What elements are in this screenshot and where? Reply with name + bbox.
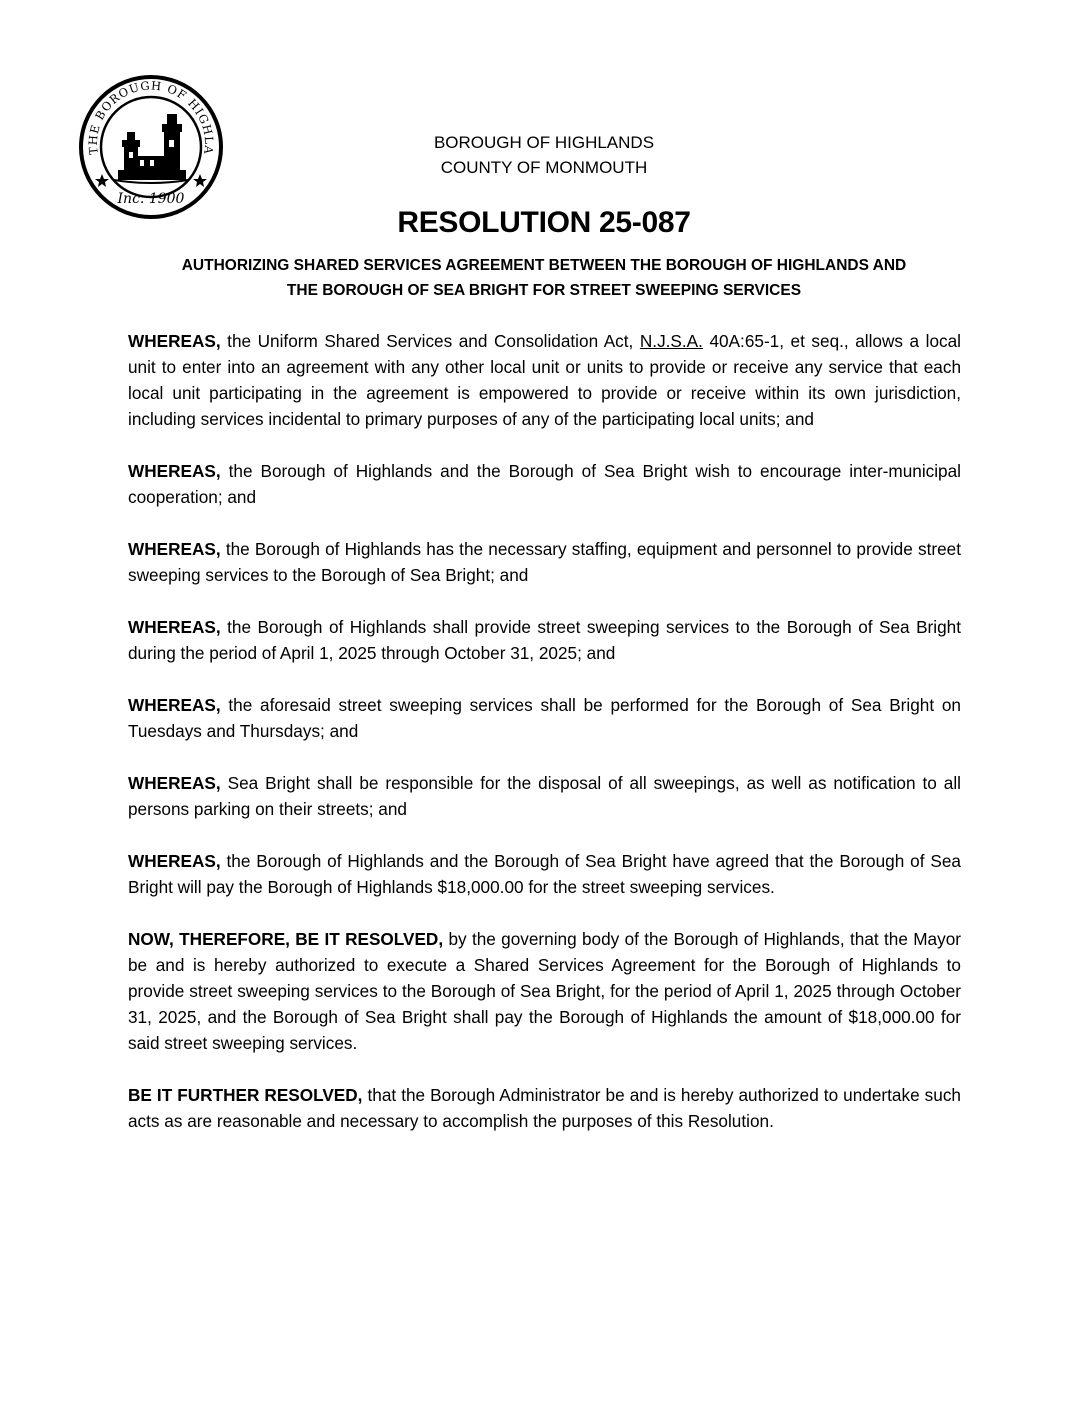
resolution-title: RESOLUTION 25-087 bbox=[397, 206, 691, 239]
resolved-paragraph bbox=[128, 926, 961, 1056]
whereas-paragraph-2 bbox=[128, 458, 961, 510]
whereas-paragraph-1 bbox=[128, 328, 961, 432]
county-name: COUNTY OF MONMOUTH bbox=[440, 158, 648, 177]
whereas-paragraph-3 bbox=[128, 536, 961, 588]
statute-citation: N.J.S.A. bbox=[639, 331, 703, 351]
subtitle-line-2: THE BOROUGH OF SEA BRIGHT FOR STREET SWEEPING SERVICES bbox=[286, 282, 802, 299]
whereas-paragraph-4 bbox=[128, 614, 961, 666]
paragraph-lead: NOW, THEREFORE, BE IT RESOLVED, bbox=[128, 929, 444, 949]
paragraph-text: Sea Bright shall be responsible for the disposal of all sweepings, as well as notification to all persons parking on their streets; and bbox=[128, 773, 961, 819]
whereas-paragraph-7 bbox=[128, 848, 961, 900]
paragraph-text: by the governing body of the Borough of Highlands, that the Mayor be and is hereby authorized to execute a Shared Services Agreement for the Borough of Highlands to provide street sweeping services to the Borough of Sea Bright, for the period of April 1, 2025 through October 31, 2025, and the Borough of Sea Bright shall pay the Borough of Highlands the amount of $18,000.00 for said street sweeping services. bbox=[128, 929, 961, 1053]
paragraph-text: the Borough of Highlands and the Borough of Sea Bright have agreed that the Borough of Sea Bright will pay the Borough of Highlands $18,000.00 for the street sweeping services. bbox=[128, 851, 961, 897]
whereas-paragraph-5 bbox=[128, 692, 961, 744]
paragraph-lead: WHEREAS, bbox=[128, 617, 221, 637]
paragraph-text: the Borough of Highlands and the Borough of Sea Bright wish to encourage inter-municipal cooperation; and bbox=[128, 461, 961, 507]
further-resolved-paragraph bbox=[128, 1082, 961, 1134]
paragraph-lead: WHEREAS, bbox=[128, 539, 221, 559]
municipality-name: BOROUGH OF HIGHLANDS bbox=[433, 133, 655, 152]
paragraph-lead: WHEREAS, bbox=[128, 773, 221, 793]
paragraph-lead: WHEREAS, bbox=[128, 461, 221, 481]
paragraph-lead: WHEREAS, bbox=[128, 851, 221, 871]
paragraph-lead: WHEREAS, bbox=[128, 695, 221, 715]
paragraph-text: the Borough of Highlands shall provide street sweeping services to the Borough of Sea Bright during the period of April 1, 2025 through October 31, 2025; and bbox=[128, 617, 961, 663]
paragraph-text: the aforesaid street sweeping services shall be performed for the Borough of Sea Bright on Tuesdays and Thursdays; and bbox=[128, 695, 961, 741]
svg-text:THE BOROUGH OF HIGHLANDS: THE BOROUGH OF HIGHLA bbox=[85, 78, 217, 156]
subtitle-line-1: AUTHORIZING SHARED SERVICES AGREEMENT BETWEEN THE BOROUGH OF HIGHLANDS AND bbox=[181, 257, 907, 274]
paragraph-text: the Uniform Shared Services and Consolidation Act, bbox=[220, 331, 640, 351]
paragraph-text: that the Borough Administrator be and is hereby authorized to undertake such acts as are reasonable and necessary to accomplish the purposes of this Resolution. bbox=[128, 1085, 961, 1131]
paragraph-text: the Borough of Highlands has the necessary staffing, equipment and personnel to provide street sweeping services to the Borough of Sea Bright; and bbox=[128, 539, 961, 585]
paragraph-lead: BE IT FURTHER RESOLVED, bbox=[128, 1085, 363, 1105]
paragraph-lead: WHEREAS, bbox=[128, 331, 221, 351]
municipality-header bbox=[0, 130, 1088, 180]
paragraph-text: 40A:65-1, et seq., allows a local unit to enter into an agreement with any other local unit or units to provide or receive any service that each local unit participating in the agreement is empowered to provide or receive within its own jurisdiction, including services incidental to primary purposes of any of the participating local units; and bbox=[128, 331, 961, 429]
resolution-subtitle bbox=[110, 253, 978, 303]
resolution-body bbox=[128, 328, 961, 1160]
svg-text:Inc. 1900: Inc. 1900 bbox=[117, 191, 185, 207]
whereas-paragraph-6 bbox=[128, 770, 961, 822]
